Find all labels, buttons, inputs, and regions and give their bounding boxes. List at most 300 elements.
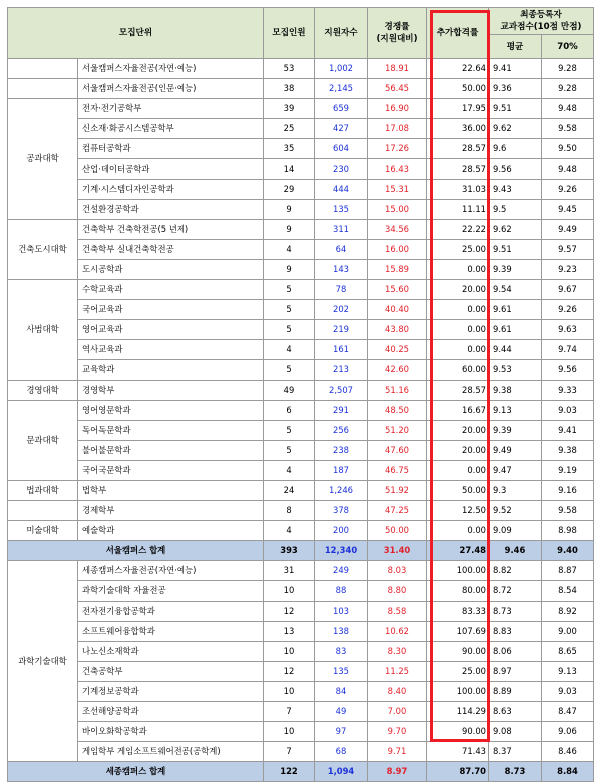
applicants-cell: 200 (315, 521, 368, 541)
applicants-cell: 135 (315, 661, 368, 681)
competition-cell: 16.00 (368, 239, 427, 259)
avg-score-cell: 8.63 (489, 702, 542, 722)
p70-score-cell: 8.47 (542, 702, 594, 722)
quota-cell: 4 (264, 460, 315, 480)
avg-score-cell: 8.97 (489, 661, 542, 681)
additional-rate-cell: 28.57 (427, 380, 489, 400)
header-avg: 평균 (489, 35, 542, 59)
dept-cell: 기계정보공학과 (78, 681, 264, 701)
quota-cell: 12 (264, 661, 315, 681)
table-row (8, 440, 594, 460)
applicants-cell: 64 (315, 239, 368, 259)
applicants-cell: 1,246 (315, 480, 368, 500)
dept-cell: 영어교육과 (78, 320, 264, 340)
header-final (489, 8, 594, 35)
competition-cell: 17.26 (368, 139, 427, 159)
avg-score-cell: 9.3 (489, 480, 542, 500)
avg-score-cell: 8.89 (489, 681, 542, 701)
additional-rate-cell: 90.00 (427, 722, 489, 742)
p70-score-cell: 8.54 (542, 581, 594, 601)
table-row (8, 601, 594, 621)
avg-score-cell: 8.06 (489, 641, 542, 661)
table-row (8, 300, 594, 320)
dept-cell: 법학부 (78, 480, 264, 500)
additional-rate-cell: 31.03 (427, 179, 489, 199)
quota-cell: 31 (264, 561, 315, 581)
quota-cell: 10 (264, 681, 315, 701)
competition-cell: 8.58 (368, 601, 427, 621)
table-row (8, 641, 594, 661)
dept-cell: 건설환경공학과 (78, 199, 264, 219)
dept-cell: 전자·전기공학부 (78, 99, 264, 119)
competition-cell: 34.56 (368, 219, 427, 239)
competition-cell: 10.62 (368, 621, 427, 641)
p70-score-cell: 9.23 (542, 259, 594, 279)
p70-score-cell: 9.67 (542, 280, 594, 300)
total-p70: 9.40 (542, 541, 594, 561)
p70-score-cell: 9.38 (542, 440, 594, 460)
dept-cell: 서울캠퍼스자율전공(자연·예능) (78, 59, 264, 79)
quota-cell: 8 (264, 501, 315, 521)
competition-cell: 43.80 (368, 320, 427, 340)
header-row-1 (8, 8, 594, 35)
additional-rate-cell: 28.57 (427, 159, 489, 179)
quota-cell: 7 (264, 742, 315, 762)
p70-score-cell: 9.49 (542, 219, 594, 239)
quota-cell: 12 (264, 601, 315, 621)
applicants-cell: 78 (315, 280, 368, 300)
dept-cell: 산업·데이터공학과 (78, 159, 264, 179)
p70-score-cell: 9.28 (542, 59, 594, 79)
p70-score-cell: 9.41 (542, 420, 594, 440)
total-quota: 122 (264, 762, 315, 782)
college-cell: 공과대학 (8, 99, 78, 220)
table-row (8, 380, 594, 400)
quota-cell: 9 (264, 259, 315, 279)
seoul_total-row (8, 541, 594, 561)
dept-cell: 국어교육과 (78, 300, 264, 320)
table-row (8, 621, 594, 641)
additional-rate-cell: 90.00 (427, 641, 489, 661)
p70-score-cell: 9.28 (542, 79, 594, 99)
dept-cell: 기계·시스템디자인공학과 (78, 179, 264, 199)
p70-score-cell: 8.98 (542, 521, 594, 541)
competition-cell: 42.60 (368, 360, 427, 380)
competition-cell: 56.45 (368, 79, 427, 99)
additional-rate-cell: 0.00 (427, 259, 489, 279)
additional-rate-cell: 16.67 (427, 400, 489, 420)
p70-score-cell: 9.06 (542, 722, 594, 742)
additional-rate-cell: 0.00 (427, 340, 489, 360)
quota-cell: 4 (264, 340, 315, 360)
additional-rate-cell: 50.00 (427, 79, 489, 99)
competition-cell: 47.25 (368, 501, 427, 521)
competition-cell: 16.90 (368, 99, 427, 119)
avg-score-cell: 9.09 (489, 521, 542, 541)
p70-score-cell: 9.63 (542, 320, 594, 340)
avg-score-cell: 9.61 (489, 300, 542, 320)
p70-score-cell: 9.19 (542, 460, 594, 480)
quota-cell: 7 (264, 702, 315, 722)
college-cell: 미술대학 (8, 521, 78, 541)
quota-cell: 4 (264, 521, 315, 541)
competition-cell: 9.70 (368, 722, 427, 742)
p70-score-cell: 9.00 (542, 621, 594, 641)
p70-score-cell: 9.56 (542, 360, 594, 380)
additional-rate-cell: 20.00 (427, 440, 489, 460)
table-row (8, 159, 594, 179)
applicants-cell: 68 (315, 742, 368, 762)
competition-cell: 51.16 (368, 380, 427, 400)
quota-cell: 24 (264, 480, 315, 500)
avg-score-cell: 9.51 (489, 239, 542, 259)
additional-rate-cell: 0.00 (427, 300, 489, 320)
table-row (8, 119, 594, 139)
competition-cell: 17.08 (368, 119, 427, 139)
competition-cell: 16.43 (368, 159, 427, 179)
avg-score-cell: 9.51 (489, 99, 542, 119)
applicants-cell: 427 (315, 119, 368, 139)
additional-rate-cell: 80.00 (427, 581, 489, 601)
dept-cell: 건축학부 건축학전공(5 년제) (78, 219, 264, 239)
table-row (8, 420, 594, 440)
total-avg: 9.46 (489, 541, 542, 561)
dept-cell: 영어영문학과 (78, 400, 264, 420)
additional-rate-cell: 17.95 (427, 99, 489, 119)
applicants-cell: 97 (315, 722, 368, 742)
applicants-cell: 230 (315, 159, 368, 179)
additional-rate-cell: 107.69 (427, 621, 489, 641)
college-cell: 문과대학 (8, 400, 78, 480)
quota-cell: 53 (264, 59, 315, 79)
dept-cell: 서울캠퍼스자율전공(인문·예능) (78, 79, 264, 99)
avg-score-cell: 8.37 (489, 742, 542, 762)
avg-score-cell: 9.53 (489, 360, 542, 380)
header-final-sub: 교과점수(10점 만점) (500, 22, 582, 32)
avg-score-cell: 8.82 (489, 561, 542, 581)
total-p70: 8.84 (542, 762, 594, 782)
competition-cell: 8.03 (368, 561, 427, 581)
table-body (8, 59, 594, 782)
header-competition-title: 경쟁률 (384, 22, 410, 32)
competition-cell: 46.75 (368, 460, 427, 480)
header-quota: 모집인원 (264, 8, 315, 59)
avg-score-cell: 9.36 (489, 79, 542, 99)
sejong_total-row (8, 762, 594, 782)
total-competition: 31.40 (368, 541, 427, 561)
quota-cell: 9 (264, 199, 315, 219)
avg-score-cell: 8.73 (489, 601, 542, 621)
quota-cell: 5 (264, 420, 315, 440)
total-competition: 8.97 (368, 762, 427, 782)
total-quota: 393 (264, 541, 315, 561)
applicants-cell: 249 (315, 561, 368, 581)
applicants-cell: 2,507 (315, 380, 368, 400)
applicants-cell: 84 (315, 681, 368, 701)
quota-cell: 10 (264, 722, 315, 742)
quota-cell: 35 (264, 139, 315, 159)
competition-cell: 18.91 (368, 59, 427, 79)
dept-cell: 불어불문학과 (78, 440, 264, 460)
competition-cell: 50.00 (368, 521, 427, 541)
additional-rate-cell: 12.50 (427, 501, 489, 521)
competition-cell: 51.20 (368, 420, 427, 440)
p70-score-cell: 9.74 (542, 340, 594, 360)
applicants-cell: 138 (315, 621, 368, 641)
table-row (8, 702, 594, 722)
applicants-cell: 83 (315, 641, 368, 661)
avg-score-cell: 9.5 (489, 199, 542, 219)
avg-score-cell: 9.08 (489, 722, 542, 742)
quota-cell: 10 (264, 641, 315, 661)
quota-cell: 29 (264, 179, 315, 199)
additional-rate-cell: 71.43 (427, 742, 489, 762)
college-cell (8, 79, 78, 99)
quota-cell: 5 (264, 440, 315, 460)
college-cell: 과학기술대학 (8, 561, 78, 762)
quota-cell: 13 (264, 621, 315, 641)
p70-score-cell: 8.65 (542, 641, 594, 661)
dept-cell: 바이오화학공학과 (78, 722, 264, 742)
avg-score-cell: 9.39 (489, 259, 542, 279)
competition-cell: 40.40 (368, 300, 427, 320)
p70-score-cell: 8.92 (542, 601, 594, 621)
competition-cell: 40.25 (368, 340, 427, 360)
total-label: 세종캠퍼스 합계 (8, 762, 264, 782)
table-row (8, 199, 594, 219)
competition-cell: 51.92 (368, 480, 427, 500)
dept-cell: 나노신소재학과 (78, 641, 264, 661)
applicants-cell: 88 (315, 581, 368, 601)
dept-cell: 건축공학부 (78, 661, 264, 681)
applicants-cell: 1,002 (315, 59, 368, 79)
table-row (8, 139, 594, 159)
p70-score-cell: 9.03 (542, 400, 594, 420)
applicants-cell: 49 (315, 702, 368, 722)
avg-score-cell: 9.52 (489, 501, 542, 521)
competition-cell: 48.50 (368, 400, 427, 420)
additional-rate-cell: 28.57 (427, 139, 489, 159)
table-row (8, 340, 594, 360)
header-additional-rate: 추가합격률 (427, 8, 489, 59)
total-avg: 8.73 (489, 762, 542, 782)
applicants-cell: 238 (315, 440, 368, 460)
admission-table-container (7, 7, 593, 782)
table-row (8, 59, 594, 79)
additional-rate-cell: 100.00 (427, 681, 489, 701)
dept-cell: 교육학과 (78, 360, 264, 380)
table-row (8, 521, 594, 541)
header-unit: 모집단위 (8, 8, 264, 59)
college-cell: 경영대학 (8, 380, 78, 400)
applicants-cell: 143 (315, 259, 368, 279)
total-applicants: 12,340 (315, 541, 368, 561)
quota-cell: 49 (264, 380, 315, 400)
p70-score-cell: 9.50 (542, 139, 594, 159)
p70-score-cell: 8.87 (542, 561, 594, 581)
competition-cell: 15.00 (368, 199, 427, 219)
competition-cell: 15.60 (368, 280, 427, 300)
avg-score-cell: 9.54 (489, 280, 542, 300)
competition-cell: 7.00 (368, 702, 427, 722)
dept-cell: 소프트웨어융합학과 (78, 621, 264, 641)
avg-score-cell: 9.61 (489, 320, 542, 340)
additional-rate-cell: 22.64 (427, 59, 489, 79)
quota-cell: 10 (264, 581, 315, 601)
quota-cell: 14 (264, 159, 315, 179)
dept-cell: 전자전기융합공학과 (78, 601, 264, 621)
quota-cell: 4 (264, 239, 315, 259)
applicants-cell: 202 (315, 300, 368, 320)
table-row (8, 460, 594, 480)
additional-rate-cell: 22.22 (427, 219, 489, 239)
applicants-cell: 213 (315, 360, 368, 380)
total-applicants: 1,094 (315, 762, 368, 782)
table-row (8, 239, 594, 259)
college-cell: 법과대학 (8, 480, 78, 500)
dept-cell: 수학교육과 (78, 280, 264, 300)
avg-score-cell: 9.44 (489, 340, 542, 360)
table-row (8, 480, 594, 500)
dept-cell: 건축학부 실내건축학전공 (78, 239, 264, 259)
applicants-cell: 161 (315, 340, 368, 360)
table-row (8, 79, 594, 99)
applicants-cell: 103 (315, 601, 368, 621)
quota-cell: 5 (264, 320, 315, 340)
admission-results-table (7, 7, 594, 782)
applicants-cell: 187 (315, 460, 368, 480)
applicants-cell: 604 (315, 139, 368, 159)
additional-rate-cell: 50.00 (427, 480, 489, 500)
avg-score-cell: 8.72 (489, 581, 542, 601)
applicants-cell: 378 (315, 501, 368, 521)
avg-score-cell: 9.39 (489, 420, 542, 440)
dept-cell: 신소재·화공시스템공학부 (78, 119, 264, 139)
table-row (8, 219, 594, 239)
competition-cell: 15.89 (368, 259, 427, 279)
p70-score-cell: 9.48 (542, 99, 594, 119)
header-70pct: 70% (542, 35, 594, 59)
table-row (8, 742, 594, 762)
total-label: 서울캠퍼스 합계 (8, 541, 264, 561)
header-competition (368, 8, 427, 59)
additional-rate-cell: 0.00 (427, 521, 489, 541)
avg-score-cell: 9.41 (489, 59, 542, 79)
additional-rate-cell: 100.00 (427, 561, 489, 581)
quota-cell: 5 (264, 280, 315, 300)
additional-rate-cell: 11.11 (427, 199, 489, 219)
p70-score-cell: 9.26 (542, 179, 594, 199)
table-row (8, 99, 594, 119)
p70-score-cell: 9.03 (542, 681, 594, 701)
dept-cell: 조선해양공학과 (78, 702, 264, 722)
table-row (8, 561, 594, 581)
p70-score-cell: 9.48 (542, 159, 594, 179)
additional-rate-cell: 25.00 (427, 239, 489, 259)
quota-cell: 39 (264, 99, 315, 119)
p70-score-cell: 9.57 (542, 239, 594, 259)
applicants-cell: 291 (315, 400, 368, 420)
table-row (8, 259, 594, 279)
table-row (8, 280, 594, 300)
total-additional-rate: 87.70 (427, 762, 489, 782)
header-competition-sub: (지원대비) (376, 34, 418, 44)
additional-rate-cell: 114.29 (427, 702, 489, 722)
table-row (8, 320, 594, 340)
p70-score-cell: 8.46 (542, 742, 594, 762)
p70-score-cell: 9.45 (542, 199, 594, 219)
table-row (8, 581, 594, 601)
additional-rate-cell: 20.00 (427, 280, 489, 300)
p70-score-cell: 9.13 (542, 661, 594, 681)
competition-cell: 8.30 (368, 641, 427, 661)
competition-cell: 15.31 (368, 179, 427, 199)
dept-cell: 과학기술대학 자율전공 (78, 581, 264, 601)
additional-rate-cell: 20.00 (427, 420, 489, 440)
avg-score-cell: 9.62 (489, 119, 542, 139)
dept-cell: 예술학과 (78, 521, 264, 541)
quota-cell: 9 (264, 219, 315, 239)
table-row (8, 681, 594, 701)
quota-cell: 5 (264, 360, 315, 380)
dept-cell: 독어독문학과 (78, 420, 264, 440)
quota-cell: 38 (264, 79, 315, 99)
avg-score-cell: 9.49 (489, 440, 542, 460)
college-cell (8, 59, 78, 79)
college-cell (8, 501, 78, 521)
header-applicants: 지원자수 (315, 8, 368, 59)
p70-score-cell: 9.58 (542, 501, 594, 521)
dept-cell: 역사교육과 (78, 340, 264, 360)
table-row (8, 179, 594, 199)
table-row (8, 360, 594, 380)
p70-score-cell: 9.33 (542, 380, 594, 400)
table-row (8, 722, 594, 742)
header-final-title: 최종등록자 (520, 10, 562, 20)
avg-score-cell: 9.13 (489, 400, 542, 420)
college-cell: 건축도시대학 (8, 219, 78, 279)
applicants-cell: 135 (315, 199, 368, 219)
avg-score-cell: 9.38 (489, 380, 542, 400)
additional-rate-cell: 0.00 (427, 320, 489, 340)
quota-cell: 6 (264, 400, 315, 420)
dept-cell: 국어국문학과 (78, 460, 264, 480)
applicants-cell: 2,145 (315, 79, 368, 99)
p70-score-cell: 9.26 (542, 300, 594, 320)
competition-cell: 9.71 (368, 742, 427, 762)
competition-cell: 47.60 (368, 440, 427, 460)
additional-rate-cell: 25.00 (427, 661, 489, 681)
avg-score-cell: 9.47 (489, 460, 542, 480)
dept-cell: 세종캠퍼스자율전공(자연·예능) (78, 561, 264, 581)
dept-cell: 경제학부 (78, 501, 264, 521)
applicants-cell: 444 (315, 179, 368, 199)
table-row (8, 661, 594, 681)
total-additional-rate: 27.48 (427, 541, 489, 561)
table-row (8, 400, 594, 420)
avg-score-cell: 9.56 (489, 159, 542, 179)
additional-rate-cell: 83.33 (427, 601, 489, 621)
applicants-cell: 311 (315, 219, 368, 239)
dept-cell: 도시공학과 (78, 259, 264, 279)
dept-cell: 게임학부 게임소프트웨어전공(공학계) (78, 742, 264, 762)
dept-cell: 경영학부 (78, 380, 264, 400)
p70-score-cell: 9.16 (542, 480, 594, 500)
college-cell: 사범대학 (8, 280, 78, 380)
p70-score-cell: 9.58 (542, 119, 594, 139)
competition-cell: 8.80 (368, 581, 427, 601)
quota-cell: 25 (264, 119, 315, 139)
